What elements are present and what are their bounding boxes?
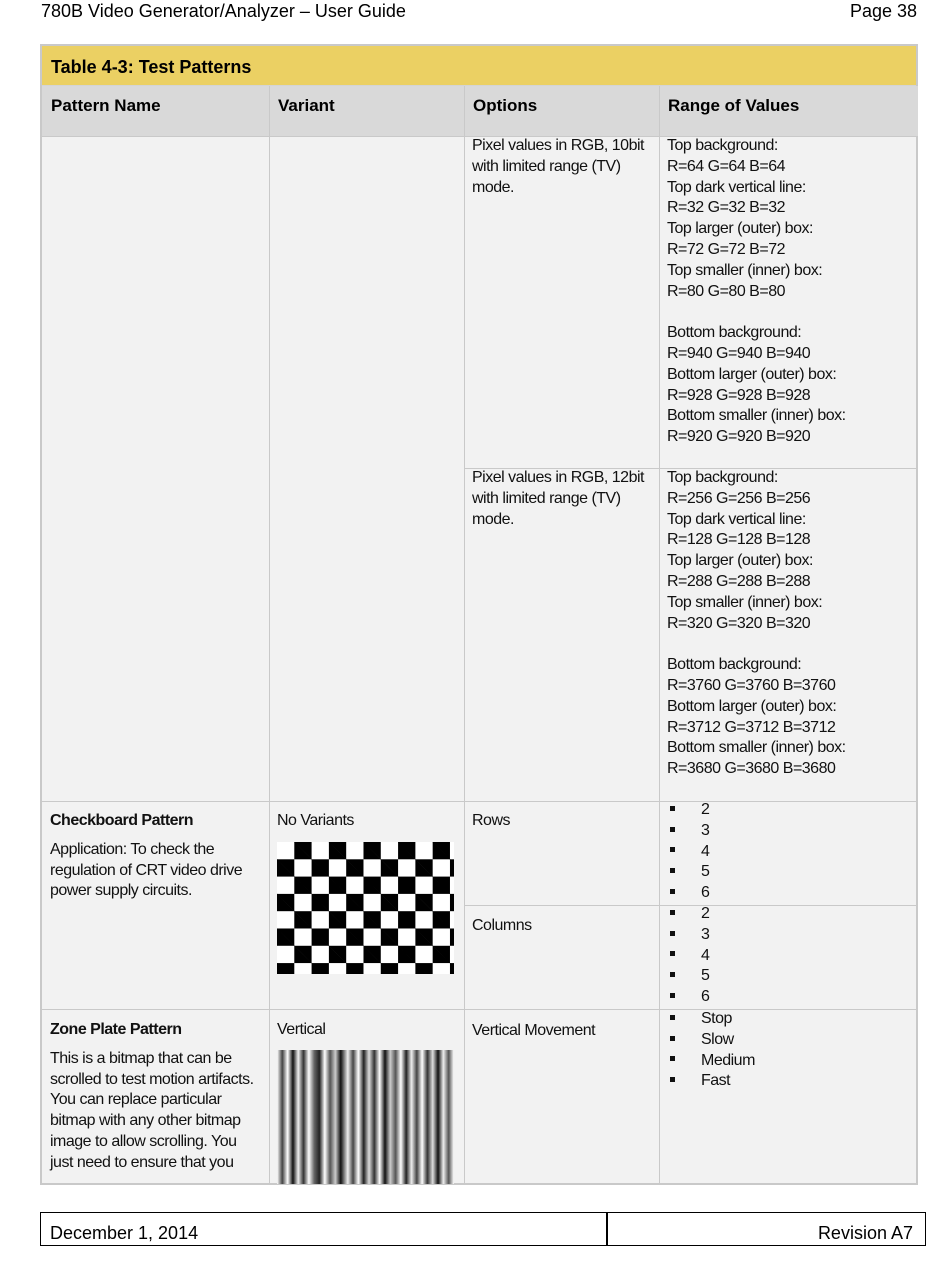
- list-item: 2: [667, 800, 917, 821]
- list-item: Stop: [667, 1009, 917, 1030]
- footer-revision: Revision A7: [817, 1223, 913, 1243]
- column-header-pattern-name: Pattern Name: [42, 86, 269, 137]
- list-item: 3: [667, 821, 917, 842]
- checkboard-pattern-cell: Checkboard Pattern Application: To check the regulation of CRT video drive power supply circuits.: [41, 811, 268, 902]
- zone-plate-image: [277, 1050, 454, 1184]
- zone-plate-pattern-cell: Zone Plate Pattern This is a bitmap that can be scrolled to test motion artifacts. You can replace particular bitmap with any other bitmap image to allow scrolling. You just need to ensure that you: [41, 1020, 268, 1174]
- list-item: 3: [667, 925, 917, 946]
- vertical-movement-values-list: [658, 1009, 917, 1092]
- list-item: 4: [667, 946, 917, 967]
- pattern-name: Zone Plate Pattern: [50, 1021, 182, 1038]
- list-item: Medium: [667, 1051, 917, 1072]
- vertical-movement-option: Vertical Movement: [472, 1022, 596, 1039]
- rows-option: Rows: [472, 812, 511, 829]
- column-header-range-of-values: Range of Values: [659, 86, 918, 137]
- list-item: 2: [667, 904, 917, 925]
- values-10bit: Top background: R=64 G=64 B=64 Top dark vertical line: R=32 G=32 B=32 Top larger (outer) box: R=72 G=72 B=72 Top smaller (inner) box: R=80 G=80 B=80 Bottom background: R=940 G=940 B=940 Bottom larger (outer) box: R=928 G=928 B=928 Bottom smaller (inner) box: R=920 G=920 B=920: [667, 137, 846, 446]
- checkerboard-image: [277, 842, 454, 974]
- pattern-name: Checkboard Pattern: [50, 812, 194, 829]
- table-title: Table 4-3: Test Patterns: [42, 46, 916, 86]
- document-title: 780B Video Generator/Analyzer – User Guide: [41, 1, 406, 21]
- column-header-options: Options: [464, 86, 659, 137]
- option-12bit: Pixel values in RGB, 12bit with limited range (TV) mode.: [472, 469, 644, 528]
- list-item: Slow: [667, 1030, 917, 1051]
- values-12bit: Top background: R=256 G=256 B=256 Top dark vertical line: R=128 G=128 B=128 Top larger (outer) box: R=288 G=288 B=288 Top smaller (inner) box: R=320 G=320 B=320 Bottom background: R=3760 G=3760 B=3760 Bottom larger (outer) box: R=3712 G=3712 B=3712 Bottom smaller (inner) box: R=3680 G=3680 B=3680: [667, 469, 846, 778]
- list-item: 5: [667, 862, 917, 883]
- columns-values-list: [658, 904, 917, 1008]
- list-item: 5: [667, 966, 917, 987]
- list-item: 6: [667, 883, 917, 904]
- column-header-variant: Variant: [269, 86, 464, 137]
- zone-plate-variant: Vertical: [277, 1021, 326, 1038]
- list-item: 4: [667, 842, 917, 863]
- footer-date: December 1, 2014: [50, 1223, 199, 1243]
- list-item: 6: [667, 987, 917, 1008]
- rows-values-list: [658, 800, 917, 904]
- columns-option: Columns: [472, 917, 532, 934]
- option-10bit: Pixel values in RGB, 10bit with limited range (TV) mode.: [472, 137, 644, 196]
- list-item: Fast: [667, 1071, 917, 1092]
- page-number: Page 38: [849, 1, 917, 21]
- checkboard-variant: No Variants: [277, 812, 354, 829]
- footer-divider: [606, 1212, 608, 1246]
